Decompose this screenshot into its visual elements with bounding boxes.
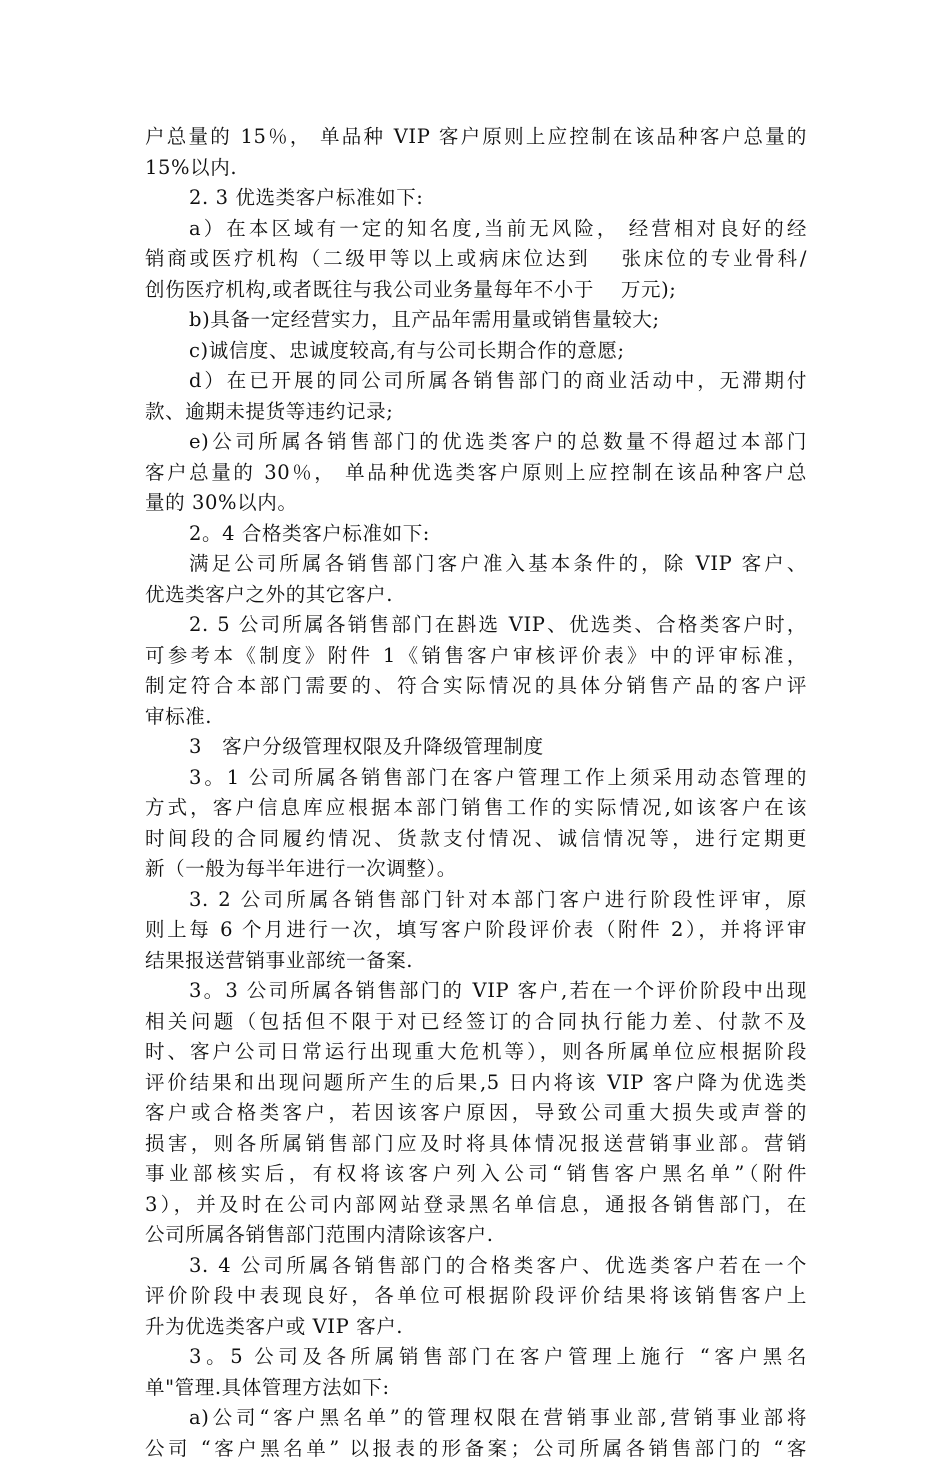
text-line: 升为优选类客户或 VIP 客户. [145,1312,807,1343]
text-line: 销商或医疗机构（二级甲等以上或病床位达到 张床位的专业骨科/ [145,244,807,275]
text-line: a）在本区域有一定的知名度,当前无风险， 经营相对良好的经 [145,214,807,245]
text-line: c)诚信度、忠诚度较高,有与公司长期合作的意愿; [145,336,807,367]
text-line: 审标准. [145,702,807,733]
text-line: 评价结果和出现问题所产生的后果,5 日内将该 VIP 客户降为优选类 [145,1068,807,1099]
text-line: e)公司所属各销售部门的优选类客户的总数量不得超过本部门 [145,427,807,458]
text-line: 款、逾期未提货等违约记录; [145,397,807,428]
text-line: b)具备一定经营实力，且产品年需用量或销售量较大; [145,305,807,336]
document-body [145,122,807,1464]
text-line: 客户或合格类客户，若因该客户原因，导致公司重大损失或声誉的 [145,1098,807,1129]
text-line: 结果报送营销事业部统一备案. [145,946,807,977]
text-line: 制定符合本部门需要的、符合实际情况的具体分销售产品的客户评 [145,671,807,702]
text-line: d）在已开展的同公司所属各销售部门的商业活动中，无滞期付 [145,366,807,397]
text-line: 2。4 合格类客户标准如下: [145,519,807,550]
text-line: 2. 5 公司所属各销售部门在斟选 VIP、优选类、合格类客户时， [145,610,807,641]
text-line: 时间段的合同履约情况、货款支付情况、诚信情况等，进行定期更 [145,824,807,855]
text-line: 15%以内. [145,153,807,184]
text-line: 方式，客户信息库应根据本部门销售工作的实际情况,如该客户在该 [145,793,807,824]
text-line: 3。5 公司及各所属销售部门在客户管理上施行 “客户黑名 [145,1342,807,1373]
text-line: 客户总量的 30％， 单品种优选类客户原则上应控制在该品种客户总 [145,458,807,489]
text-line: 则上每 6 个月进行一次，填写客户阶段评价表（附件 2），并将评审 [145,915,807,946]
text-line: 公司 “客户黑名单” 以报表的形备案；公司所属各销售部门的 “客 [145,1434,807,1464]
text-line: 时、客户公司日常运行出现重大危机等），则各所属单位应根据阶段 [145,1037,807,1068]
text-line: 满足公司所属各销售部门客户准入基本条件的，除 VIP 客户、 [145,549,807,580]
text-line: a)公司“客户黑名单”的管理权限在营销事业部,营销事业部将 [145,1403,807,1434]
text-line: 3. 4 公司所属各销售部门的合格类客户、优选类客户若在一个 [145,1251,807,1282]
text-line: 量的 30%以内。 [145,488,807,519]
text-line: 事业部核实后，有权将该客户列入公司“销售客户黑名单”（附件 [145,1159,807,1190]
text-line: 2. 3 优选类客户标准如下: [145,183,807,214]
text-line: 3），并及时在公司内部网站登录黑名单信息，通报各销售部门，在 [145,1190,807,1221]
text-line: 公司所属各销售部门范围内清除该客户. [145,1220,807,1251]
text-line: 3。1 公司所属各销售部门在客户管理工作上须采用动态管理的 [145,763,807,794]
text-line: 3。3 公司所属各销售部门的 VIP 客户,若在一个评价阶段中出现 [145,976,807,1007]
text-line: 创伤医疗机构,或者既往与我公司业务量每年不小于 万元); [145,275,807,306]
text-line: 户总量的 15％， 单品种 VIP 客户原则上应控制在该品种客户总量的 [145,122,807,153]
text-line: 3 客户分级管理权限及升降级管理制度 [145,732,807,763]
text-line: 可参考本《制度》附件 1《销售客户审核评价表》中的评审标准， [145,641,807,672]
text-line: 评价阶段中表现良好，各单位可根据阶段评价结果将该销售客户上 [145,1281,807,1312]
text-line: 3. 2 公司所属各销售部门针对本部门客户进行阶段性评审，原 [145,885,807,916]
text-line: 相关问题（包括但不限于对已经签订的合同执行能力差、付款不及 [145,1007,807,1038]
text-line: 单"管理.具体管理方法如下: [145,1373,807,1404]
text-line: 新（一般为每半年进行一次调整）。 [145,854,807,885]
text-line: 优选类客户之外的其它客户. [145,580,807,611]
text-line: 损害，则各所属销售部门应及时将具体情况报送营销事业部。营销 [145,1129,807,1160]
